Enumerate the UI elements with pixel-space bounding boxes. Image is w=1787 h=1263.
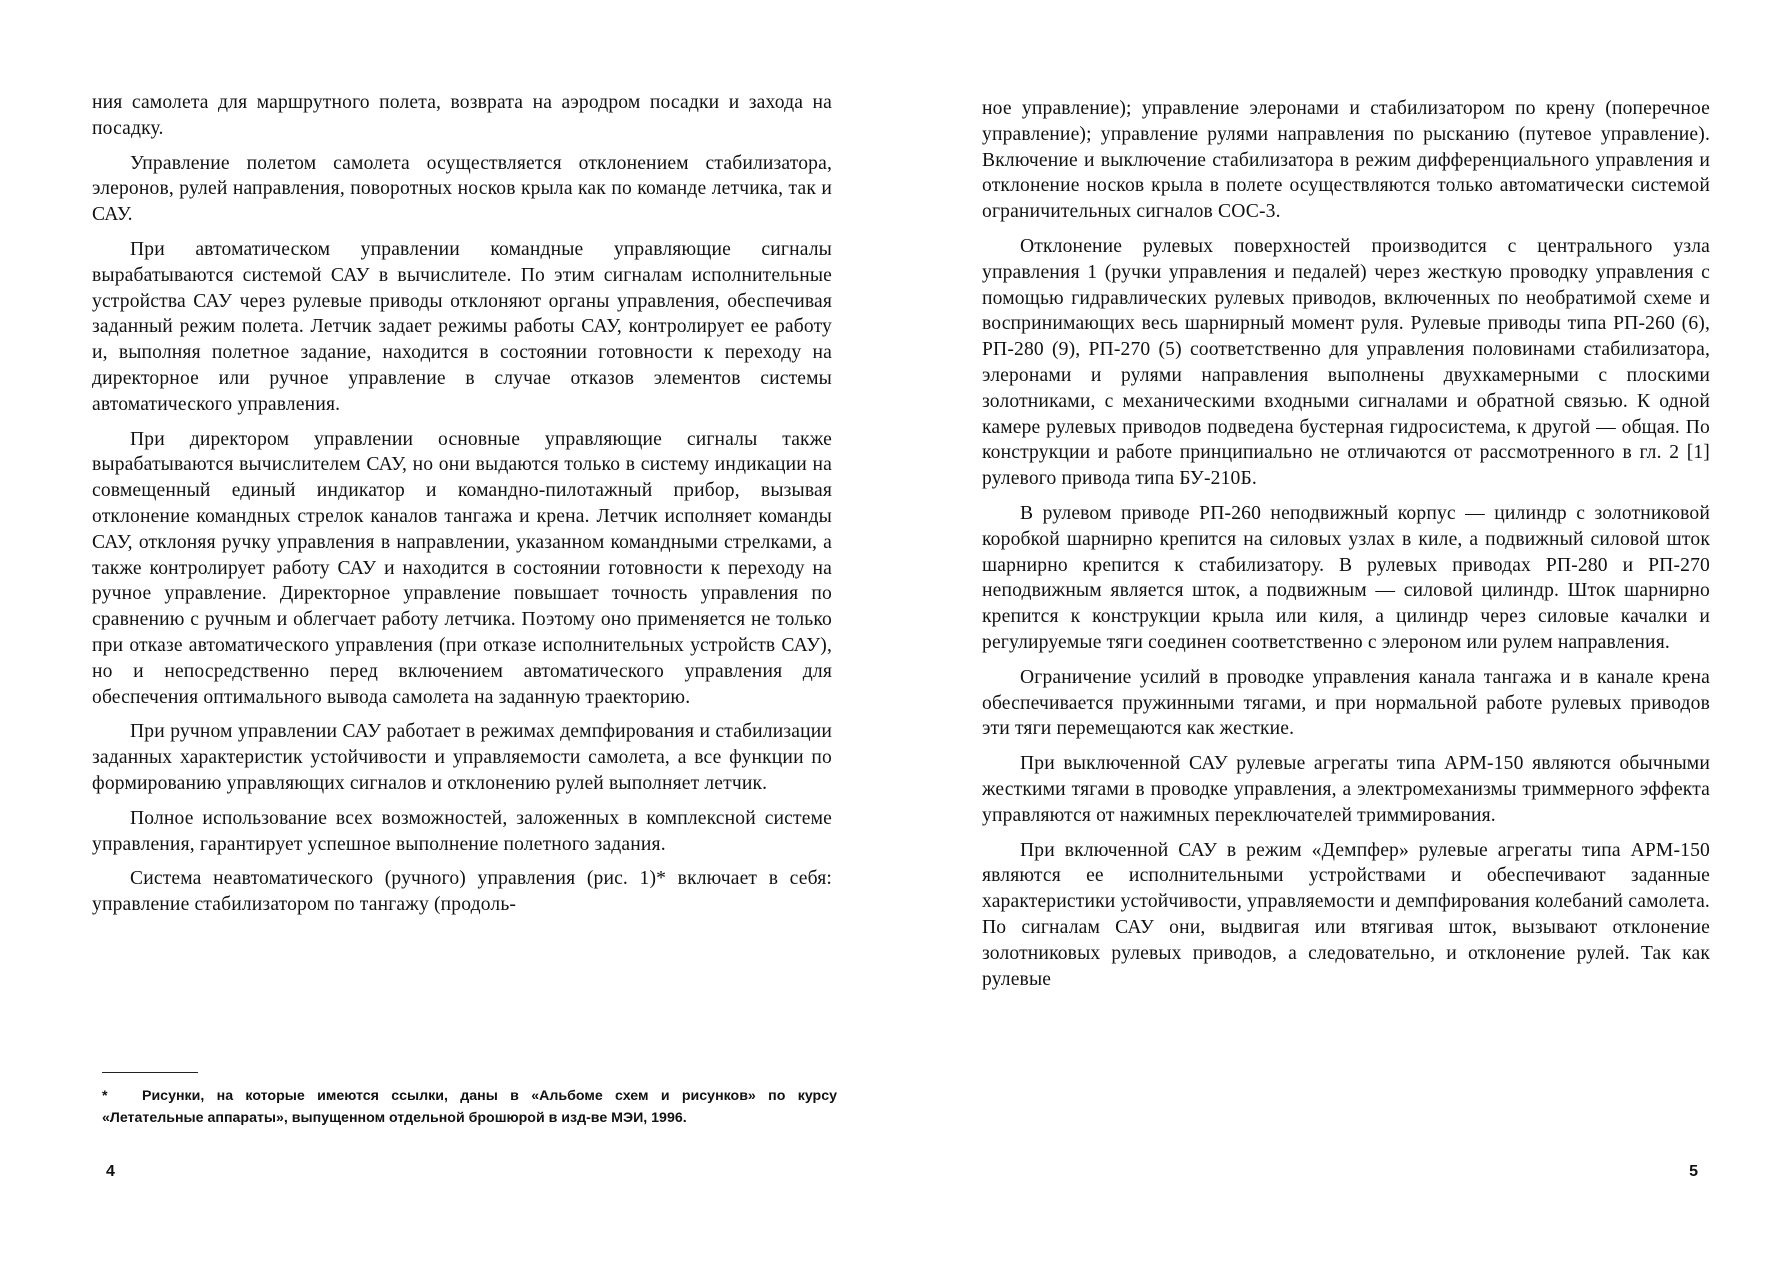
paragraph: В рулевом приводе РП-260 неподвижный корпус — цилиндр с золотниковой коробкой шарнирно крепится на силовых узлах в киле, а подвижный силовой шток шарнирно крепится к стабилизатору. В рулевых приводах РП-280 и РП-270 неподвижным является шток, а подвижным — силовой цилиндр. Шток шарнирно крепится к конструкции крыла или киля, а цилиндр через силовые качалки и регулируемые тяги соединен соответственно с элероном или рулем направления.: [982, 502, 1710, 653]
paragraph: Управление полетом самолета осуществляется отклонением стабилизатора, элеронов, рулей направления, поворотных носков крыла как по команде летчика, так и САУ.: [92, 152, 832, 226]
right-page-text: [982, 96, 1710, 1001]
footnote: [102, 1085, 837, 1129]
left-page: [92, 0, 837, 1263]
paragraph: Ограничение усилий в проводке управления канала тангажа и в канале крена обеспечивается пружинными тягами, и при нормальной работе рулевых приводов эти тяги перемещаются как жесткие.: [982, 666, 1710, 740]
paragraph: При автоматическом управлении командные управляющие сигналы вырабатываются системой САУ в вычислителе. По этим сигналам исполнительные устройства САУ через рулевые приводы отклоняют органы управления, обеспечивая заданный режим полета. Летчик задает режимы работы САУ, контролирует ее работу и, выполняя полетное задание, находится в состоянии готовности к переходу на директорное или ручное управление в случае отказов элементов системы автоматического управления.: [92, 238, 832, 415]
paragraph: ное управление); управление элеронами и стабилизатором по крену (поперечное управление); управление рулями направления по рысканию (путевое управление). Включение и выключение стабилизатора в режим дифференциального управления и отклонение носков крыла в полете осуществляются только автоматически системой ограничительных сигналов СОС-3.: [982, 98, 1710, 223]
footnote-divider: [102, 1072, 198, 1073]
paragraph: При ручном управлении САУ работает в режимах демпфирования и стабилизации заданных характеристик устойчивости и управляемости самолета, а все функции по формированию управляющих сигналов и отклонению рулей выполняет летчик.: [92, 721, 832, 794]
paragraph: Система неавтоматического (ручного) управления (рис. 1)* включает в себя: управление стабилизатором по тангажу (продоль-: [92, 868, 832, 916]
page-number-right: 5: [1689, 1163, 1698, 1180]
paragraph: Полное использование всех возможностей, заложенных в комплексной системе управления, гарантирует успешное выполнение полетного задания.: [92, 807, 832, 855]
paragraph: При директором управлении основные управляющие сигналы также вырабатываются вычислителем САУ, но они выдаются только в систему индикации на совмещенный единый индикатор и командно-пилотажный прибор, вызывая отклонение командных стрелок каналов тангажа и крена. Летчик исполняет команды САУ, отклоняя ручку управления в направлении, указанном командными стрелками, а также контролирует работу САУ и находится в состоянии готовности к переходу на ручное управление. Директорное управление повышает точность управления по сравнению с ручным и облегчает работу летчика. Поэтому оно применяется не только при отказе автоматического управления (при отказе исполнительных устройств САУ), но и непосредственно перед включением автоматического управления для обеспечения оптимального вывода самолета на заданную траекторию.: [92, 428, 832, 708]
right-page: [982, 0, 1710, 1263]
paragraph: При включенной САУ в режим «Демпфер» рулевые агрегаты типа АРМ-150 являются ее исполнительными устройствами и обеспечивают заданные характеристики устойчивости, управляемости и демпфирования колебаний самолета. По сигналам САУ они, выдвигая или втягивая шток, вызывают отклонение золотниковых рулевых приводов, а следовательно, и отклонение рулей. Так как рулевые: [982, 839, 1710, 990]
paragraph: ния самолета для маршрутного полета, возврата на аэродром посадки и захода на посадку.: [92, 92, 832, 139]
page-number-left: 4: [106, 1163, 115, 1180]
left-page-text: [92, 90, 832, 927]
footnote-mark: *: [102, 1088, 108, 1104]
footnote-text: Рисунки, на которые имеются ссылки, даны в «Альбоме схем и рисунков» по курсу «Летательные аппараты», выпущенном отдельной брошюрой в изд-ве МЭИ, 1996.: [102, 1088, 837, 1126]
paragraph: При выключенной САУ рулевые агрегаты типа АРМ-150 являются обычными жесткими тягами в проводке управления, а электромеханизмы триммерного эффекта управляются от нажимных переключателей триммирования.: [982, 753, 1710, 826]
paragraph: Отклонение рулевых поверхностей производится с центрального узла управления 1 (ручки управления и педалей) через жесткую проводку управления с помощью гидравлических рулевых приводов, включенных по необратимой схеме и воспринимающих весь шарнирный момент руля. Рулевые приводы типа РП-260 (6), РП-280 (9), РП-270 (5) соответственно для управления половинами стабилизатора, элеронами и рулями направления выполнены двухкамерными с плоскими золотниками, с механическими входными сигналами и обратной связью. К одной камере рулевых приводов подведена бустерная гидросистема, к другой — общая. По конструкции и работе принципиально не отличаются от рассмотренного в гл. 2 [1] рулевого привода типа БУ-210Б.: [982, 235, 1710, 490]
